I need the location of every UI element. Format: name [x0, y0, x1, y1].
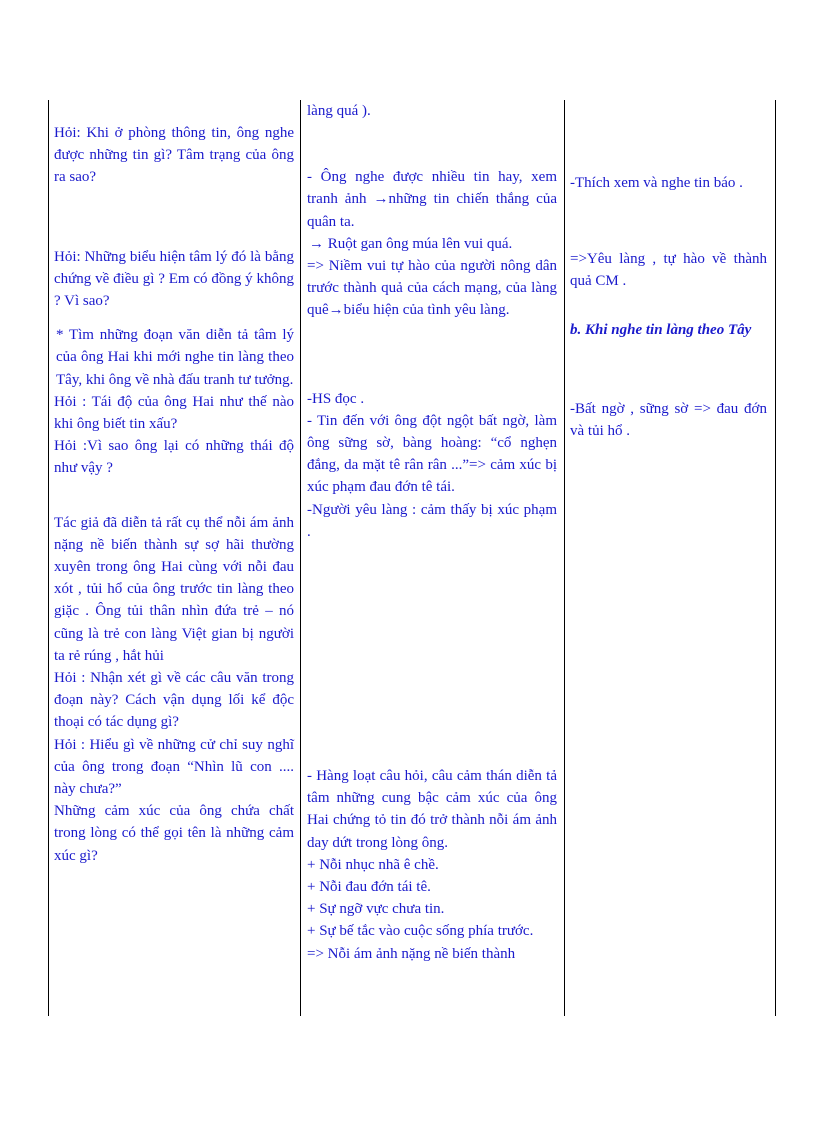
answer-pride: => Niềm vui tự hào của người nông dân trước thành quả của cách mạng, của làng quê→biểu hiện của tình yêu làng. — [307, 258, 557, 319]
note-likes-news: -Thích xem và nghe tin báo . — [570, 175, 743, 191]
question-evidence: Hỏi: Những biểu hiện tâm lý đó là bằng chứng về điều gì ? Em có đồng ý không ? Vì sao? — [54, 248, 294, 310]
answer-doubt: + Sự ngỡ vực chưa tin. — [307, 901, 445, 918]
answer-pain: + Nỗi đau đớn tái tê. — [307, 879, 431, 896]
note-shock-shame: -Bất ngờ , sững sờ => đau đớn và tủi hổ . — [570, 400, 767, 440]
answer-deadlock: + Sự bế tắc vào cuộc sống phía trước. — [307, 923, 534, 940]
notes-column — [570, 100, 767, 442]
answer-offended: -Người yêu làng : cảm thấy bị xúc phạm . — [307, 501, 557, 540]
question-why: Hỏi :Vì sao ông lại có những thái độ như vậy ? — [54, 438, 294, 477]
question-news: Hỏi: Khi ở phòng thông tin, ông nghe được những tin gì? Tâm trạng của ông ra sao? — [54, 125, 294, 186]
answer-obsession: => Nỗi ám ảnh nặng nề biến thành — [307, 945, 516, 962]
question-sentences: Hỏi : Nhận xét gì về các câu văn trong đoạn này? Cách vận dụng lối kể độc thoại có tác dụng gì? — [54, 670, 294, 731]
answer-humiliation: + Nỗi nhục nhã ê chề. — [307, 856, 439, 873]
note-love-village: =>Yêu làng , tự hào về thành quả CM . — [570, 251, 767, 290]
question-emotions: Những cảm xúc của ông chứa chất trong lòng có thể gọi tên là những cảm xúc gì? — [54, 803, 294, 864]
question-gestures: Hỏi : Hiểu gì về những cử chỉ suy nghĩ của ông trong đoạn “Nhìn lũ con .... này chưa?” — [54, 736, 294, 798]
section-heading-bad-news: b. Khi nghe tin làng theo Tây — [570, 321, 752, 338]
answer-news: - Ông nghe được nhiều tin hay, xem tranh ảnh →những tin chiến thắng của quân ta. — [307, 169, 557, 230]
table-border-mid2 — [564, 100, 565, 1016]
answer-read: -HS đọc . — [307, 390, 365, 407]
answer-questions-exclamations: - Hàng loạt câu hỏi, câu cảm thán diễn tả tâm những cung bậc cảm xúc của ông Hai chứng tỏ tin đó trở thành nỗi ám ảnh day dứt trong lòng ông. — [307, 768, 557, 851]
table-border-right — [775, 100, 776, 1016]
answer-shock: - Tin đến với ông đột ngột bất ngờ, làm ông sững sờ, bàng hoàng: “cổ nghẹn đắng, da mặt tê rân rân ...”=> cảm xúc bị xúc phạm đau đớn tê tái. — [307, 412, 557, 496]
answer-joy: → Ruột gan ông múa lên vui quá. — [309, 235, 513, 252]
table-border-left — [48, 100, 49, 1016]
teacher-questions-column — [54, 100, 294, 867]
task-find-passages: * Tìm những đoạn văn diễn tả tâm lý của ông Hai khi mới nghe tin làng theo Tây, khi ông về nhà đấu tranh tư tưởng. — [56, 327, 294, 388]
student-answers-column — [307, 100, 557, 965]
table-border-mid1 — [300, 100, 301, 1016]
author-commentary: Tác giả đã diễn tả rất cụ thể nỗi ám ảnh nặng nề biến thành sự sợ hãi thường xuyên trong ông Hai cùng với nỗi đau xót , tủi hổ của ông trước tin làng theo giặc . Ông tủi thân nhìn đứa trẻ – nó cũng là trẻ con làng Việt gian bị người ta rẻ rúng , hắt hủi — [54, 514, 294, 664]
answer-continued: làng quá ). — [307, 103, 371, 119]
question-attitude: Hỏi : Tái độ của ông Hai như thế nào khi ông biết tin xấu? — [54, 393, 294, 433]
